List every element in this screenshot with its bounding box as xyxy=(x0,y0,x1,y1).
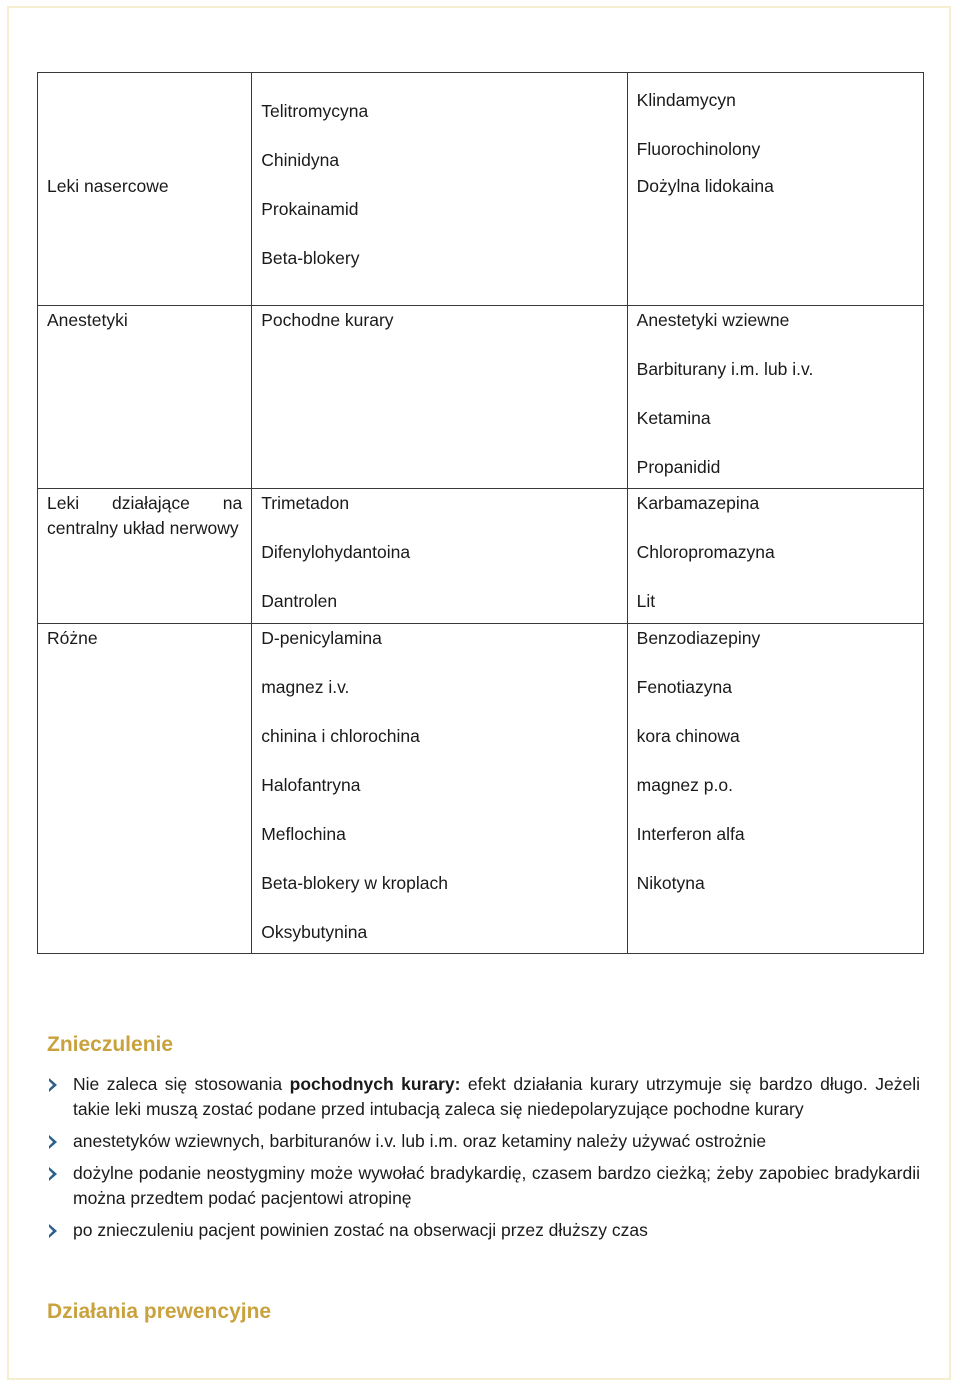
list-item xyxy=(47,1072,920,1122)
list-item: Beta-blokery xyxy=(261,248,360,268)
list-item: Pochodne kurary xyxy=(261,310,394,330)
list-item: Dantrolen xyxy=(261,591,338,611)
list-item: Lit xyxy=(636,591,656,611)
list-item: Oksybutynina xyxy=(261,922,368,942)
list-item: Trimetadon xyxy=(261,493,350,513)
list-item: Propanidid xyxy=(636,457,721,477)
category-label: Różne xyxy=(47,628,98,648)
list-item: kora chinowa xyxy=(636,726,740,746)
drug-list-cell xyxy=(252,73,627,306)
section-heading-anesthesia: Znieczulenie xyxy=(47,1033,174,1056)
list-item: Karbamazepina xyxy=(636,493,760,513)
category-cell xyxy=(38,489,252,624)
table-row xyxy=(38,489,924,624)
category-cell xyxy=(38,73,252,306)
bullet-emphasis: pochodnych kurary: xyxy=(289,1074,461,1094)
list-item: Fluorochinolony xyxy=(636,139,761,159)
list-item: Nikotyna xyxy=(636,873,705,893)
list-item xyxy=(47,1129,920,1154)
section-heading-prevention: Działania prewencyjne xyxy=(47,1300,272,1323)
list-item xyxy=(47,1218,920,1243)
drug-list-cell xyxy=(252,489,627,624)
list-item: Chinidyna xyxy=(261,150,340,170)
drug-interaction-table xyxy=(37,72,924,954)
list-item: Anestetyki wziewne xyxy=(636,310,790,330)
list-item: D-penicylamina xyxy=(261,628,382,648)
drug-list-cell xyxy=(252,306,627,489)
list-item: Barbiturany i.m. lub i.v. xyxy=(636,359,814,379)
list-item: Ketamina xyxy=(636,408,711,428)
category-label: Leki nasercowe xyxy=(47,176,169,196)
list-item: Dożylna lidokaina xyxy=(636,176,774,196)
list-item: Halofantryna xyxy=(261,775,361,795)
list-item: Prokainamid xyxy=(261,199,359,219)
list-item xyxy=(47,1161,920,1211)
drug-list-cell xyxy=(252,624,627,954)
drug-list-cell xyxy=(627,306,923,489)
list-item: Meflochina xyxy=(261,824,346,844)
table-row xyxy=(38,73,924,306)
arrow-bullet-icon xyxy=(49,1135,57,1149)
bullet-text: po znieczuleniu pacjent powinien zostać na obserwacji przez dłuższy czas xyxy=(73,1220,648,1240)
list-item: magnez i.v. xyxy=(261,677,350,697)
arrow-bullet-icon xyxy=(49,1224,57,1238)
category-label: Leki działające na centralny układ nerwowy xyxy=(47,493,243,538)
arrow-bullet-icon xyxy=(49,1167,57,1181)
arrow-bullet-icon xyxy=(49,1078,57,1092)
list-item: Fenotiazyna xyxy=(636,677,732,697)
list-item: magnez p.o. xyxy=(636,775,733,795)
list-item: Difenylohydantoina xyxy=(261,542,411,562)
table-row xyxy=(38,306,924,489)
bullet-text: dożylne podanie neostygminy może wywołać bradykardię, czasem bardzo cieżką; żeby zapobiec bradykardii można przedtem podać pacjentowi atropinę xyxy=(73,1163,920,1208)
list-item: Klindamycyn xyxy=(636,90,736,110)
category-label: Anestetyki xyxy=(47,310,128,330)
drug-list-cell xyxy=(627,73,923,306)
table-row xyxy=(38,624,924,954)
list-item: Beta-blokery w kroplach xyxy=(261,873,448,893)
list-item: chinina i chlorochina xyxy=(261,726,420,746)
list-item: Benzodiazepiny xyxy=(636,628,761,648)
list-item: Telitromycyna xyxy=(261,101,369,121)
list-item: Chloropromazyna xyxy=(636,542,775,562)
category-cell xyxy=(38,306,252,489)
bullet-text: Nie zaleca się stosowania xyxy=(73,1074,290,1094)
bullet-text: efekt działania kurary utrzymuje się bardzo długo. Jeżeli takie leki muszą zostać podane przed intubacją zaleca się niedepolaryzujące pochodne kurary xyxy=(73,1074,920,1119)
bullet-text: anestetyków wziewnych, barbituranów i.v. lub i.m. oraz ketaminy należy używać ostrożnie xyxy=(73,1131,767,1151)
anesthesia-bullet-list xyxy=(47,1072,920,1250)
list-item: Interferon alfa xyxy=(636,824,745,844)
drug-list-cell xyxy=(627,624,923,954)
category-cell xyxy=(38,624,252,954)
drug-list-cell xyxy=(627,489,923,624)
